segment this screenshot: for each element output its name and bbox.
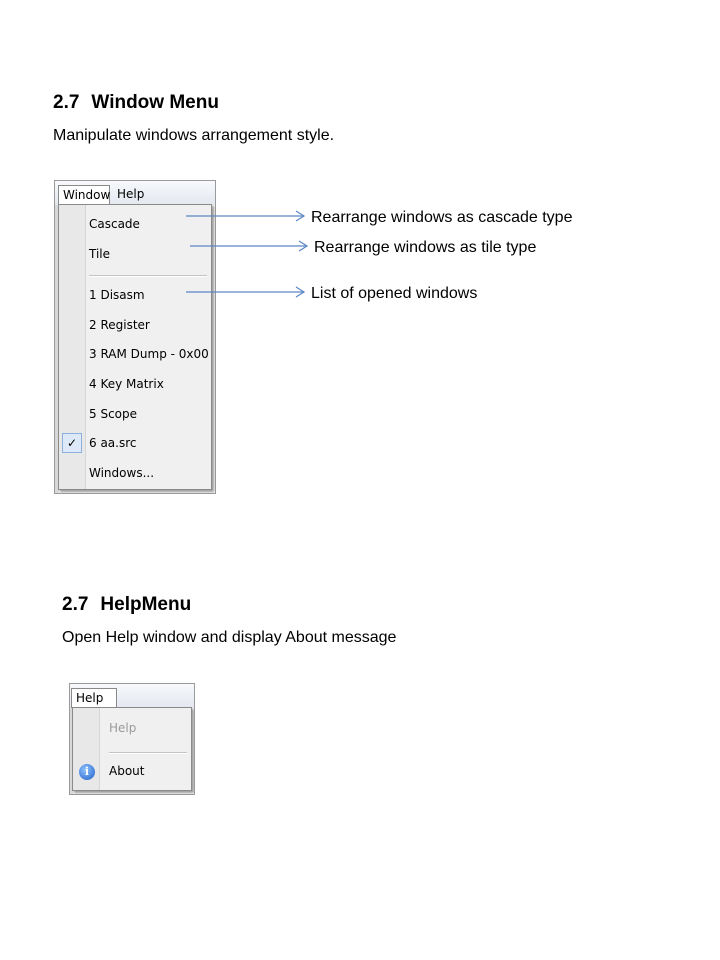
- annotation-tile: Rearrange windows as tile type: [314, 239, 537, 256]
- menu-item-disasm[interactable]: 1 Disasm: [89, 288, 145, 302]
- menubar-help[interactable]: Help: [117, 187, 145, 201]
- menu-item-register[interactable]: 2 Register: [89, 318, 150, 332]
- section-number: 2.7: [62, 594, 89, 615]
- info-icon: i: [79, 764, 95, 780]
- section-title: HelpMenu: [100, 594, 192, 615]
- menu-item-about[interactable]: About: [109, 764, 145, 778]
- checkmark-icon: ✓: [62, 433, 82, 453]
- help-menu-heading: [62, 594, 191, 616]
- menu-item-windows[interactable]: Windows...: [89, 466, 155, 480]
- menu-item-ram-dump[interactable]: 3 RAM Dump - 0x00: [89, 347, 209, 361]
- menu-item-cascade[interactable]: Cascade: [89, 217, 140, 231]
- help-menu-description: Open Help window and display About message: [62, 629, 397, 646]
- menubar: [70, 684, 194, 708]
- section-title: Window Menu: [91, 92, 219, 113]
- annotation-cascade: Rearrange windows as cascade type: [311, 209, 573, 226]
- menubar-window[interactable]: Window: [58, 185, 110, 205]
- menu-item-help: Help: [109, 721, 137, 735]
- window-menu-description: Manipulate windows arrangement style.: [53, 127, 335, 144]
- section-number: 2.7: [53, 92, 80, 113]
- menu-item-scope[interactable]: 5 Scope: [89, 407, 138, 421]
- help-menu-screenshot: [69, 683, 195, 795]
- annotation-opened-windows: List of opened windows: [311, 285, 478, 302]
- menubar-help[interactable]: Help: [71, 688, 117, 708]
- menu-item-tile[interactable]: Tile: [89, 247, 111, 261]
- help-dropdown: [72, 707, 192, 791]
- menu-item-key-matrix[interactable]: 4 Key Matrix: [89, 377, 164, 391]
- menu-item-aa-src[interactable]: 6 aa.src: [89, 436, 137, 450]
- menu-separator: [109, 752, 187, 754]
